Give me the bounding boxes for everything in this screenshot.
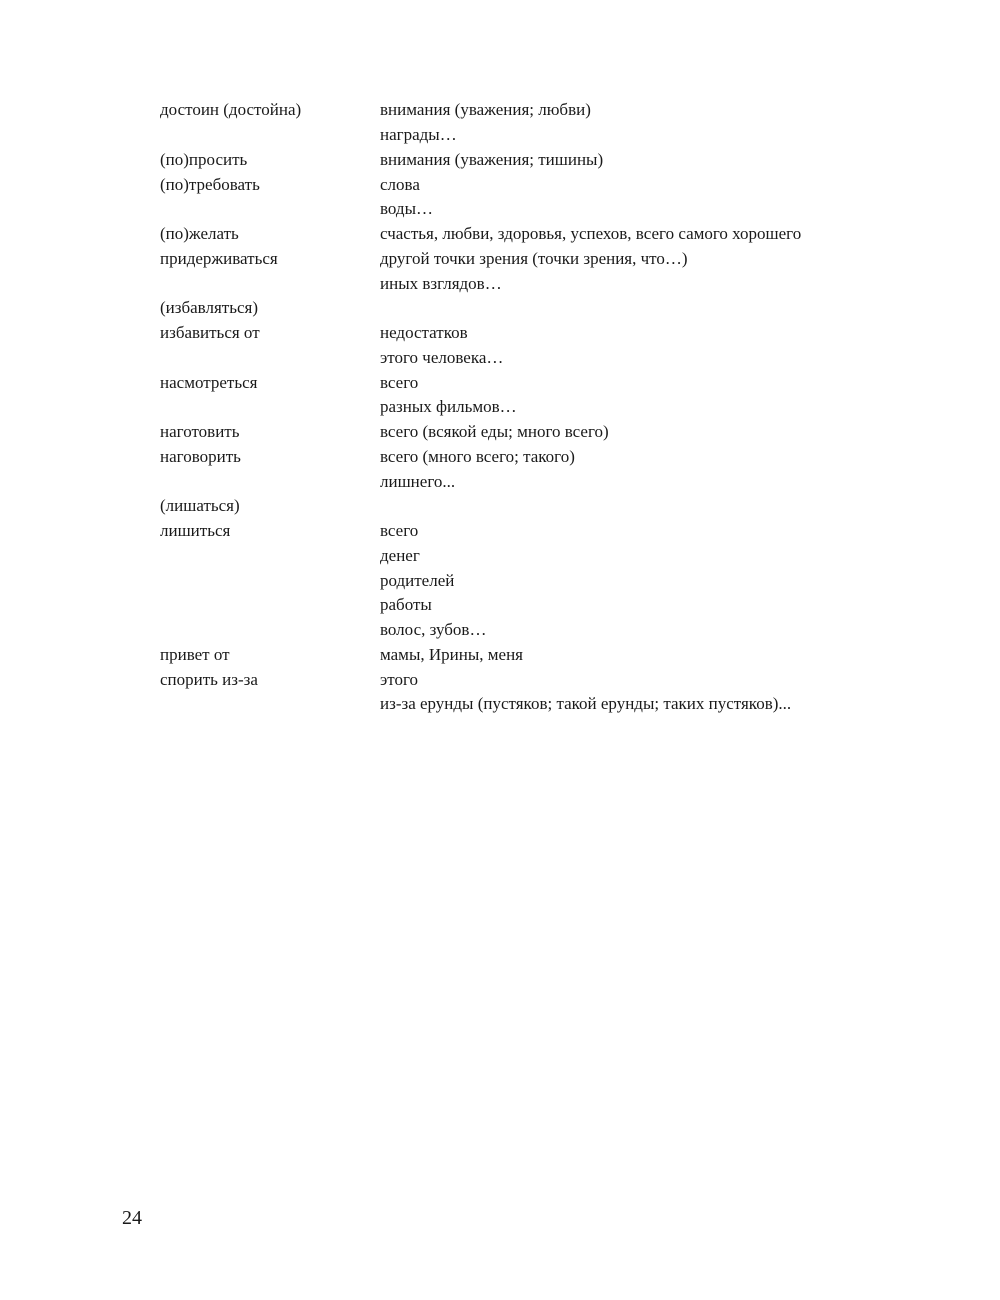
entry-row	[160, 593, 880, 618]
entry-object: иных взглядов…	[380, 273, 502, 293]
entry-verb: спорить из-за	[160, 669, 258, 689]
entry-verb: придерживаться	[160, 248, 278, 268]
entry-verb: (по)просить	[160, 149, 248, 169]
entry-verb: лишиться	[160, 521, 231, 541]
entry-object: из-за ерунды (пустяков; такой ерунды; таких пустяков)...	[380, 694, 792, 714]
entry-verb: (избавляться)	[160, 298, 258, 318]
entry-object: лишнего...	[380, 471, 456, 491]
entry-object: награды…	[380, 125, 457, 145]
entry-object: слова	[380, 174, 420, 194]
entry-object: другой точки зрения (точки зрения, что…)	[380, 248, 688, 268]
vocabulary-list	[160, 98, 880, 717]
entry-object: счастья, любви, здоровья, успехов, всего самого хорошего	[380, 224, 802, 244]
entry-row	[160, 172, 880, 197]
entry-verb: привет от	[160, 644, 230, 664]
entry-verb: наговорить	[160, 446, 241, 466]
entry-row	[160, 296, 880, 321]
entry-object: родителей	[380, 570, 455, 590]
entry-row	[160, 148, 880, 173]
entry-row	[160, 469, 880, 494]
entry-row	[160, 123, 880, 148]
entry-object: разных фильмов…	[380, 397, 517, 417]
entry-row	[160, 321, 880, 346]
entry-row	[160, 643, 880, 668]
entry-row	[160, 618, 880, 643]
entry-object: внимания (уважения; тишины)	[380, 149, 604, 169]
entry-row	[160, 494, 880, 519]
entry-row	[160, 271, 880, 296]
entry-object: всего	[380, 372, 419, 392]
entry-object: работы	[380, 595, 432, 615]
entry-verb: избавиться от	[160, 323, 260, 343]
entry-object: волос, зубов…	[380, 620, 487, 640]
entry-object: воды…	[380, 199, 433, 219]
entry-object: этого	[380, 669, 419, 689]
entry-object: недостатков	[380, 323, 468, 343]
entry-object: всего (много всего; такого)	[380, 446, 575, 466]
entry-row	[160, 395, 880, 420]
entry-verb: достоин (достойна)	[160, 100, 302, 120]
entry-row	[160, 370, 880, 395]
entry-row	[160, 197, 880, 222]
entry-object: мамы, Ирины, меня	[380, 644, 523, 664]
entry-row	[160, 222, 880, 247]
entry-object: этого человека…	[380, 347, 504, 367]
entry-row	[160, 519, 880, 544]
page-number: 24	[122, 1207, 142, 1229]
entry-verb: насмотреться	[160, 372, 258, 392]
entry-row	[160, 568, 880, 593]
entry-object: внимания (уважения; любви)	[380, 100, 591, 120]
entry-object: всего (всякой еды; много всего)	[380, 422, 609, 442]
entry-row	[160, 346, 880, 371]
entry-verb: наготовить	[160, 422, 240, 442]
entry-verb: (лишаться)	[160, 496, 240, 516]
entry-row	[160, 98, 880, 123]
entry-object: денег	[380, 545, 420, 565]
entry-row	[160, 445, 880, 470]
entry-verb: (по)желать	[160, 224, 239, 244]
entry-row	[160, 667, 880, 692]
entry-row	[160, 692, 880, 717]
entry-row	[160, 247, 880, 272]
entry-verb: (по)требовать	[160, 174, 260, 194]
entry-row	[160, 420, 880, 445]
entry-row	[160, 544, 880, 569]
entry-object: всего	[380, 521, 419, 541]
